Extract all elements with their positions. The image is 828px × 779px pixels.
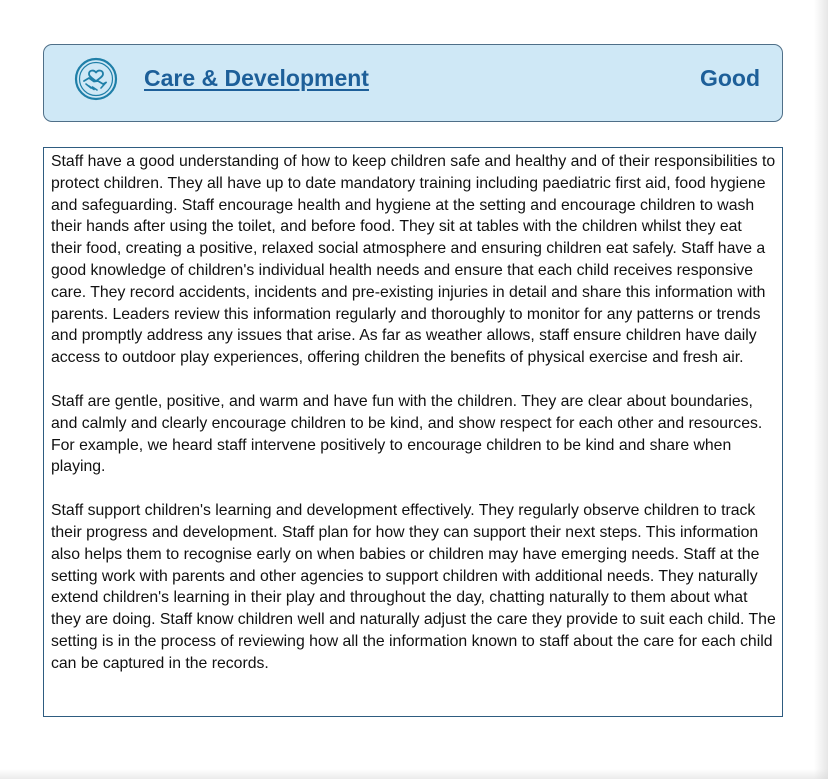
rating-label: Good xyxy=(699,65,760,91)
section-header xyxy=(43,44,783,122)
page-edge-shadow xyxy=(814,0,828,779)
paragraph-learning-development: Staff support children's learning and development effectively. They regularly observe children to track their progress and development. Staff plan for how they can support their next steps. This information also helps them to recognise early on when babies or children may have emerging needs. Staff at the setting work with parents and other agencies to support children with additional needs. They naturally extend children's learning in their play and throughout the day, chatting naturally to them about what they are doing. Staff know children well and naturally adjust the care they provide to suit each child. The setting is in the process of reviewing how all the information known to staff about the care for each child can be captured in the records. xyxy=(51,502,776,672)
paragraph-health-safety: Staff have a good understanding of how to keep children safe and healthy and of their responsibilities to protect children. They all have up to date mandatory training including paediatric first aid, food hygiene and safeguarding. Staff encourage health and hygiene at the setting and encourage children to wash their hands after using the toilet, and before food. They sit at tables with the children whilst they eat their food, creating a positive, relaxed social atmosphere and ensuring children eat safely. Staff have a good knowledge of children's individual health needs and ensure that each child receives responsive care. They record accidents, incidents and pre-existing injuries in detail and share this information with parents. Leaders review this information regularly and thoroughly to monitor for any patterns or trends and promptly address any issues that arise. As far as weather allows, staff ensure children have daily access to outdoor play experiences, offering children the benefits of physical exercise and fresh air. xyxy=(51,153,776,367)
report-content xyxy=(43,147,783,717)
page-bottom-shadow xyxy=(0,769,828,779)
handshake-heart-icon xyxy=(74,57,118,101)
paragraph-behaviour: Staff are gentle, positive, and warm and have fun with the children. They are clear about boundaries, and calmly and clearly encourage children to be kind, and show respect for each other and resources. For example, we heard staff intervene positively to encourage children to be kind and share when playing. xyxy=(51,392,763,476)
section-title: Care & Development xyxy=(144,65,369,91)
